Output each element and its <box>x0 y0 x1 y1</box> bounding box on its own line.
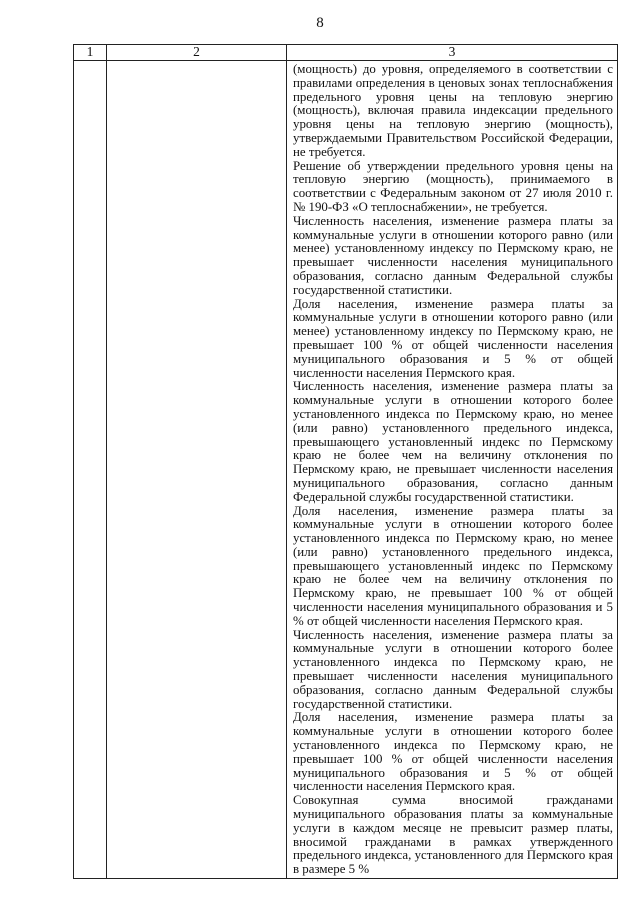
table-row <box>74 61 618 879</box>
table-header-row <box>74 45 618 61</box>
paragraph: (мощность) до уровня, определяемого в соответствии с правилами определения в ценовых зонах теплоснабжения предельного уровня цены на тепловую энергию (мощность), включая правила индексации предельного уровня цены на тепловую энергию (мощность), утверждаемыми Правительством Российской Федерации, не требуется. <box>293 62 613 159</box>
cell-column-2 <box>107 61 287 879</box>
paragraph: Решение об утверждении предельного уровня цены на тепловую энергию (мощность), принимаемого в соответствии с Федеральным законом от 27 июля 2010 г. № 190-ФЗ «О теплоснабжении», не требуется. <box>293 158 613 214</box>
cell-column-1 <box>74 61 107 879</box>
page-number: 8 <box>316 15 324 31</box>
paragraph: Доля населения, изменение размера платы за коммунальные услуги в отношении которого равно (или менее) установленному индексу по Пермскому краю, не превышает 100 % от общей численности населения муниципального образования и 5 % от общей численности населения Пермского края. <box>293 296 613 380</box>
paragraph: Доля населения, изменение размера платы за коммунальные услуги в отношении которого более установленного индекса по Пермскому краю, но менее (или равно) установленного предельного индекса, превышающего установленный индекс по Пермскому краю не более чем на величину отклонения по Пермскому краю, не превышает 100 % от общей численности населения муниципального образования и 5 % от общей численности населения Пермского края. <box>293 503 613 628</box>
paragraph: Численность населения, изменение размера платы за коммунальные услуги в отношении которого равно (или менее) установленному индексу по Пермскому краю, не превышает численности населения муниципального образования, согласно данным Федеральной службы государственной статистики. <box>293 213 613 297</box>
cell-text <box>287 61 617 878</box>
cell-column-3 <box>287 61 618 879</box>
paragraph: Численность населения, изменение размера платы за коммунальные услуги в отношении которого более установленного индекса по Пермскому краю, но менее (или равно) установленного предельного индекса, превышающего установленный индекс по Пермскому краю не более чем на величину отклонения по Пермскому краю, не превышает численности населения муниципального образования, согласно данным Федеральной службы государственной статистики. <box>293 379 613 504</box>
column-header-1: 1 <box>74 45 107 61</box>
paragraph: Доля населения, изменение размера платы за коммунальные услуги в отношении которого более установленного индекса по Пермскому краю, не превышает 100 % от общей численности населения муниципального образования и 5 % от общей численности населения Пермского края. <box>293 710 613 794</box>
paragraph: Совокупная сумма вносимой гражданами муниципального образования платы за коммунальные услуги в каждом месяце не превысит размер платы, вносимой гражданами в рамках утвержденного предельного индекса, установленного для Пермского края в размере 5 % <box>293 793 613 877</box>
document-table <box>73 44 618 879</box>
paragraph: Численность населения, изменение размера платы за коммунальные услуги в отношении которого более установленного индекса по Пермскому краю, не превышает численности населения муниципального образования, согласно данным Федеральной службы государственной статистики. <box>293 627 613 711</box>
column-header-3: 3 <box>287 45 618 61</box>
column-header-2: 2 <box>107 45 287 61</box>
